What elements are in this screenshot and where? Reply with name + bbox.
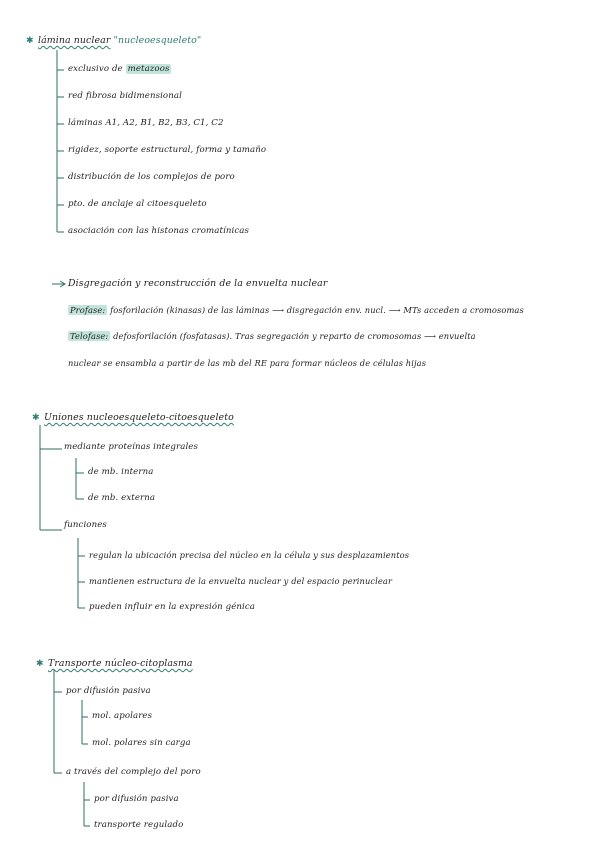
list-item: red fibrosa bidimensional (68, 91, 182, 101)
list-item: por difusión pasiva (94, 794, 179, 804)
list-item: mol. polares sin carga (92, 738, 191, 748)
telophase-line-2: nuclear se ensambla a partir de las mb del RE para formar núcleos de células hijas (68, 358, 427, 368)
prophase-line (68, 305, 524, 316)
bullet-star-icon: ✱ (26, 36, 34, 46)
list-item: transporte regulado (94, 820, 184, 830)
section4-title: Transporte núcleo-citoplasma (48, 658, 193, 669)
section1-title: lámina nuclear (38, 35, 111, 46)
telophase-label: Telofase: (70, 331, 109, 341)
section2-title: Disgregación y reconstrucción de la envuelta nuclear (68, 278, 328, 289)
section4-branch-difusion: por difusión pasiva (66, 686, 151, 696)
list-item: mol. apolares (92, 711, 153, 721)
list-item: de mb. interna (88, 467, 154, 477)
section3-branch-funciones: funciones (64, 520, 107, 530)
list-item: pto. de anclaje al citoesqueleto (68, 199, 207, 209)
telophase-line (68, 331, 476, 342)
list-item: regulan la ubicación precisa del núcleo en la célula y sus desplazamientos (89, 550, 410, 560)
telophase-text: defosforilación (fosfatasas). Tras segregación y reparto de cromosomas ⟶ envuelta (113, 331, 476, 341)
prophase-label: Profase: (70, 305, 106, 315)
section1-title-row (38, 35, 201, 46)
list-item: asociación con las histonas cromatínicas (68, 226, 249, 236)
section1-alias: "nucleoesqueleto" (113, 35, 202, 46)
section3-title: Uniones nucleoesqueleto-citoesqueleto (44, 412, 234, 423)
list-item: de mb. externa (88, 493, 156, 503)
list-item: exclusivo de metazoos (68, 64, 170, 74)
disgregacion-arrow (52, 281, 65, 287)
bullet-star-icon: ✱ (36, 659, 44, 669)
list-item: mantienen estructura de la envuelta nuclear y del espacio perinuclear (89, 576, 393, 586)
highlight-metazoos: metazoos (127, 64, 170, 74)
list-item: rigidez, soporte estructural, forma y tamaño (68, 145, 267, 155)
list-item: láminas A1, A2, B1, B2, B3, C1, C2 (68, 118, 224, 128)
section4-branch-poro: a través del complejo del poro (66, 767, 201, 777)
list-item: distribución de los complejos de poro (68, 172, 235, 182)
bullet-star-icon: ✱ (32, 413, 40, 423)
section3-branch-mediante: mediante proteínas integrales (64, 442, 198, 452)
prophase-text: fosforilación (kinasas) de las láminas ⟶ disgregación env. nucl. ⟶ MTs acceden a cromosomas (110, 305, 524, 315)
list-item: pueden influir en la expresión génica (89, 602, 255, 612)
